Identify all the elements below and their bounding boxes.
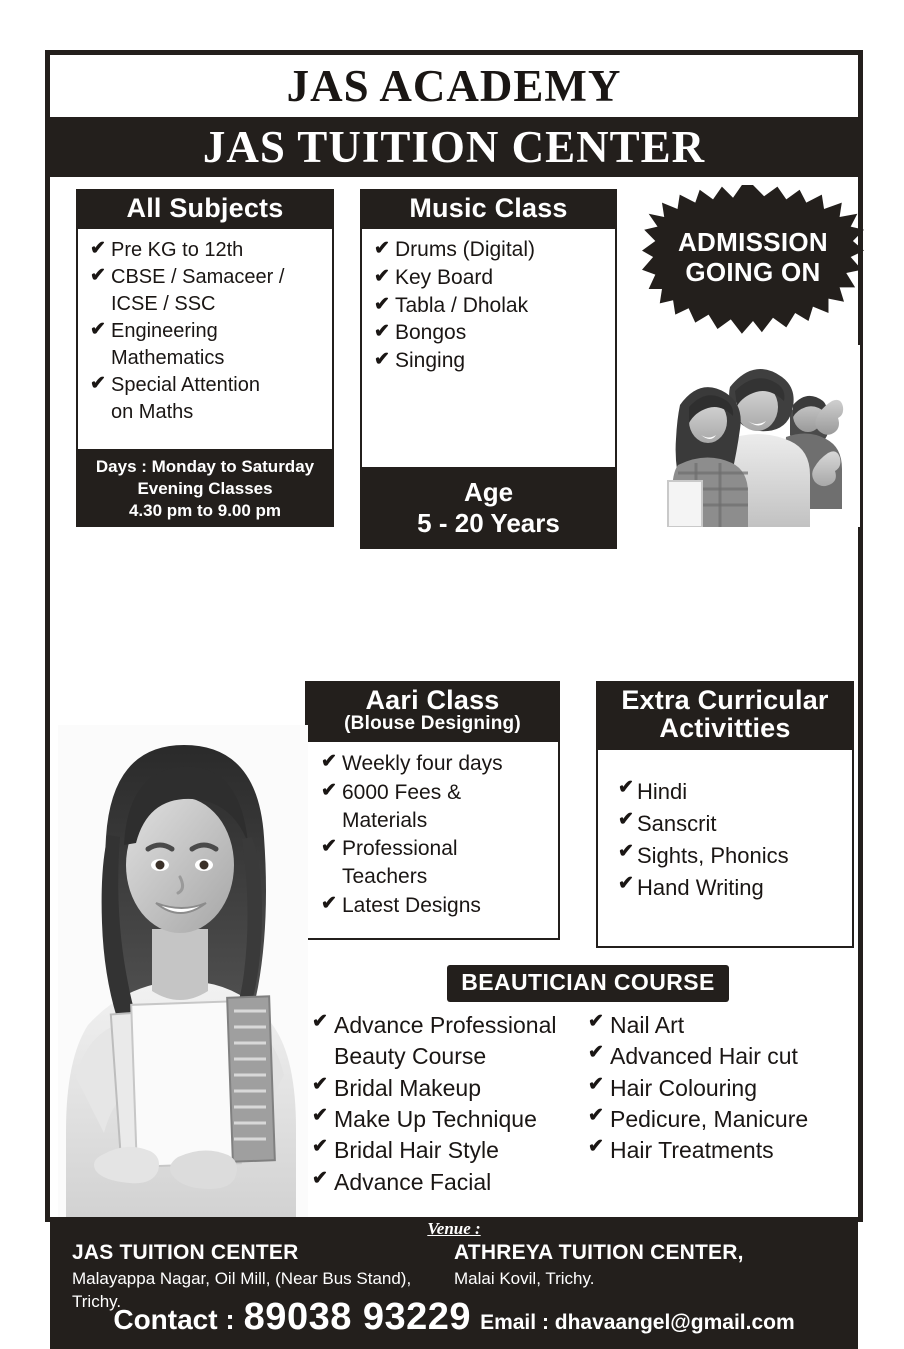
tick-icon: ✔ [90, 373, 106, 395]
list-item [90, 237, 326, 263]
list-item-label: Engineering [111, 320, 218, 343]
list-item [312, 1073, 588, 1103]
music-class-header [360, 189, 617, 229]
contact-phone-number[interactable]: 89038 93229 [243, 1296, 472, 1338]
list-item [374, 348, 609, 375]
list-item-label: 6000 Fees & [342, 780, 462, 804]
tick-icon: ✔ [374, 266, 390, 287]
list-item [312, 1010, 588, 1040]
list-item-label: CBSE / Samaceer / [111, 266, 285, 289]
age-range: 5 - 20 Years [417, 508, 560, 539]
aari-class-body [305, 742, 560, 940]
list-item [321, 750, 552, 777]
list-item-label: Sanscrit [637, 810, 717, 836]
extra-curricular-list [618, 776, 846, 904]
flyer-body [50, 177, 858, 1217]
beautician-left-column [312, 1010, 588, 1198]
list-item [374, 265, 609, 292]
students-photo-graphic [662, 345, 860, 527]
tick-icon: ✔ [374, 293, 390, 315]
list-item [588, 1135, 864, 1165]
address-right-line: Malai Kovil, Trichy. [454, 1269, 595, 1289]
list-item [618, 808, 846, 839]
students-photo [662, 345, 860, 527]
beautician-right-column [588, 1010, 864, 1198]
list-item-label: Pedicure, Manicure [610, 1106, 809, 1133]
music-class-age [360, 469, 617, 548]
badge-line-1: ADMISSION [677, 227, 829, 257]
admission-badge [642, 185, 864, 345]
list-item-label: ICSE / SSC [111, 293, 216, 316]
list-item [321, 807, 552, 834]
aari-class-title: Aari Class [365, 685, 500, 715]
list-item-label: Mathematics [111, 347, 225, 370]
all-subjects-body [76, 229, 334, 451]
panel-all-subjects [76, 189, 334, 527]
badge-line-2: GOING ON [685, 257, 821, 288]
list-item-label: Bridal Hair Style [334, 1137, 499, 1164]
tick-icon: ✔ [588, 1042, 604, 1064]
list-item-label: Bridal Makeup [334, 1074, 482, 1101]
list-item-label: Materials [342, 808, 428, 832]
aari-class-header [305, 681, 560, 742]
list-item-label: Hair Treatments [610, 1137, 774, 1164]
list-item-label: Weekly four days [342, 752, 503, 776]
tick-icon: ✔ [618, 841, 634, 863]
list-item [321, 892, 552, 919]
list-item-label: Professional [342, 837, 458, 861]
address-right-name: ATHREYA TUITION CENTER, [454, 1241, 744, 1264]
list-item [618, 840, 846, 871]
list-item [588, 1104, 864, 1134]
academy-title: JAS ACADEMY [286, 61, 622, 111]
address-left-line: Malayappa Nagar, Oil Mill, (Near Bus Stand), Trichy. [72, 1269, 412, 1312]
list-item-label: Special Attention [111, 374, 260, 397]
admission-badge-text [642, 227, 864, 288]
list-item-label: Advanced Hair cut [610, 1043, 798, 1070]
list-item-label: Singing [395, 348, 466, 372]
tick-icon: ✔ [588, 1136, 604, 1158]
woman-student-photo [58, 725, 308, 1217]
list-item-label: Make Up Technique [334, 1106, 537, 1133]
list-item-label: Hindi [637, 778, 688, 804]
list-item [90, 318, 326, 344]
list-item [588, 1010, 864, 1040]
tick-icon: ✔ [312, 1167, 328, 1189]
tick-icon: ✔ [588, 1011, 604, 1032]
list-item [374, 320, 609, 347]
list-item-label: Bongos [395, 321, 467, 345]
list-item [90, 345, 326, 371]
panel-extra-curricular [596, 681, 854, 948]
all-subjects-schedule [76, 451, 334, 526]
list-item-label: Sights, Phonics [637, 843, 789, 869]
tuition-center-title: JAS TUITION CENTER [202, 122, 706, 172]
list-item [321, 779, 552, 806]
header-tuition-center [50, 117, 858, 177]
tick-icon: ✔ [90, 319, 106, 341]
extra-curricular-title-line-1: Extra Curricular [621, 685, 829, 715]
all-subjects-title: All Subjects [126, 193, 284, 223]
music-class-title: Music Class [409, 193, 568, 223]
list-item-label: Latest Designs [342, 893, 481, 917]
panel-music-class [360, 189, 617, 549]
list-item [90, 399, 326, 425]
address-left-name: JAS TUITION CENTER [72, 1241, 299, 1264]
list-item [90, 372, 326, 398]
extra-curricular-header [596, 681, 854, 750]
tick-icon: ✔ [90, 238, 106, 260]
list-item-label: Drums (Digital) [395, 238, 536, 262]
all-subjects-header [76, 189, 334, 229]
list-item [618, 872, 846, 903]
tick-icon: ✔ [321, 779, 337, 801]
list-item [618, 776, 846, 807]
contact-label: Contact : [113, 1304, 235, 1335]
tick-icon: ✔ [374, 348, 390, 370]
list-item [90, 291, 326, 317]
list-item [588, 1041, 864, 1071]
tick-icon: ✔ [618, 873, 634, 895]
tick-icon: ✔ [321, 836, 337, 858]
list-item [321, 835, 552, 862]
beautician-title-wrap [312, 965, 864, 1002]
tick-icon: ✔ [618, 808, 634, 830]
list-item-label: Pre KG to 12th [111, 239, 244, 262]
beautician-columns [312, 1010, 864, 1198]
woman-student-photo-graphic [58, 725, 308, 1217]
panel-aari-class [305, 681, 560, 940]
venue-label: Venue : [427, 1219, 481, 1238]
flyer-footer [50, 1217, 858, 1349]
schedule-time: 4.30 pm to 9.00 pm [128, 500, 282, 520]
list-item [374, 293, 609, 320]
tick-icon: ✔ [588, 1105, 604, 1127]
schedule-session: Evening Classes [137, 479, 273, 499]
aari-class-subtitle: (Blouse Designing) [344, 713, 521, 735]
tick-icon: ✔ [90, 265, 106, 287]
section-beautician-course [312, 965, 864, 1198]
list-item-label: Teachers [342, 865, 428, 889]
schedule-days: Days : Monday to Saturday [95, 457, 315, 477]
list-item-label: Beauty Course [334, 1043, 487, 1070]
all-subjects-list [90, 237, 326, 425]
list-item [312, 1104, 588, 1134]
list-item-label: Hair Colouring [610, 1074, 758, 1101]
aari-class-list [321, 750, 552, 919]
beautician-right-list [588, 1010, 864, 1166]
tick-icon: ✔ [374, 238, 390, 260]
tick-icon: ✔ [321, 892, 337, 914]
list-item [321, 863, 552, 890]
list-item-label: Advance Facial [334, 1168, 492, 1195]
list-item [312, 1135, 588, 1165]
beautician-left-list [312, 1010, 588, 1197]
list-item [312, 1167, 588, 1197]
list-item [90, 264, 326, 290]
tick-icon: ✔ [312, 1136, 328, 1158]
music-class-body [360, 229, 617, 469]
list-item-label: Key Board [395, 266, 494, 289]
list-item-label: on Maths [111, 401, 194, 424]
list-item-label: Tabla / Dholak [395, 293, 529, 317]
flyer-poster [45, 50, 863, 1338]
contact-row [50, 1296, 858, 1339]
tick-icon: ✔ [374, 321, 390, 343]
list-item [374, 237, 609, 264]
list-item [588, 1073, 864, 1103]
tick-icon: ✔ [312, 1105, 328, 1127]
extra-curricular-title-line-2: Activitties [659, 713, 791, 744]
age-label: Age [463, 477, 514, 508]
tick-icon: ✔ [312, 1011, 328, 1032]
tick-icon: ✔ [588, 1073, 604, 1095]
list-item-label: Nail Art [610, 1012, 685, 1038]
list-item [312, 1041, 588, 1071]
list-item-label: Advance Professional [334, 1012, 557, 1038]
contact-email[interactable]: Email : dhavaangel@gmail.com [480, 1311, 795, 1334]
tick-icon: ✔ [312, 1073, 328, 1095]
tick-icon: ✔ [321, 751, 337, 773]
tick-icon: ✔ [618, 776, 634, 798]
music-class-list [374, 237, 609, 374]
list-item-label: Hand Writing [637, 875, 764, 901]
extra-curricular-body [596, 750, 854, 948]
beautician-course-title: BEAUTICIAN COURSE [447, 965, 728, 1002]
header-academy [50, 55, 858, 117]
